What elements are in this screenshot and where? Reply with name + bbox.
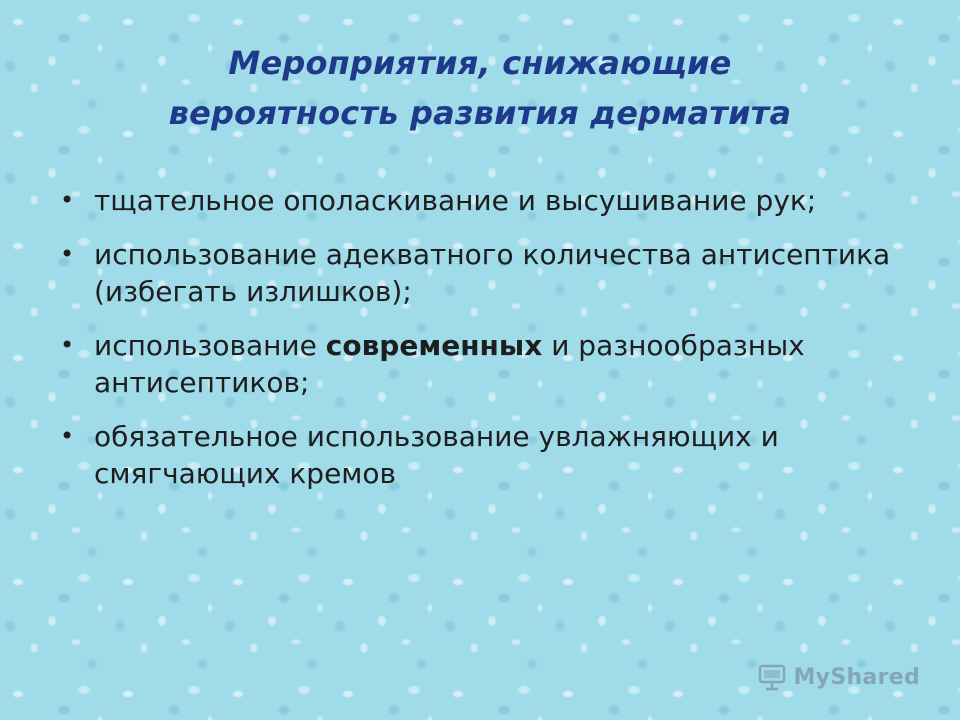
bullet-dot: • bbox=[60, 422, 75, 450]
bullet-item bbox=[56, 327, 916, 401]
slide-title-line-2: вероятность развития дерматита bbox=[168, 94, 792, 132]
bullet-text: тщательное ополаскивание и высушивание рук; bbox=[94, 184, 817, 217]
bullet-dot: • bbox=[60, 331, 75, 359]
watermark bbox=[757, 662, 920, 692]
bullet-text-before: использование bbox=[94, 329, 326, 362]
bullet-item bbox=[56, 418, 916, 492]
presentation-board-icon bbox=[757, 662, 787, 692]
slide-title-line-1: Мероприятия, снижающие bbox=[228, 44, 732, 82]
watermark-text: MyShared bbox=[793, 664, 920, 690]
bullet-item bbox=[56, 182, 916, 219]
bullet-item bbox=[56, 236, 916, 310]
bullet-text: использование адекватного количества антисептика (избегать излишков); bbox=[94, 238, 891, 308]
slide-title bbox=[40, 38, 920, 138]
bullet-text-bold: современных bbox=[325, 329, 543, 362]
bullet-dot: • bbox=[60, 240, 75, 268]
bullet-text: обязательное использование увлажняющих и смягчающих кремов bbox=[94, 420, 779, 490]
bullet-list bbox=[56, 182, 916, 509]
bullet-text-after: и разнообразных антисептиков; bbox=[94, 329, 805, 399]
bullet-dot: • bbox=[60, 186, 75, 214]
